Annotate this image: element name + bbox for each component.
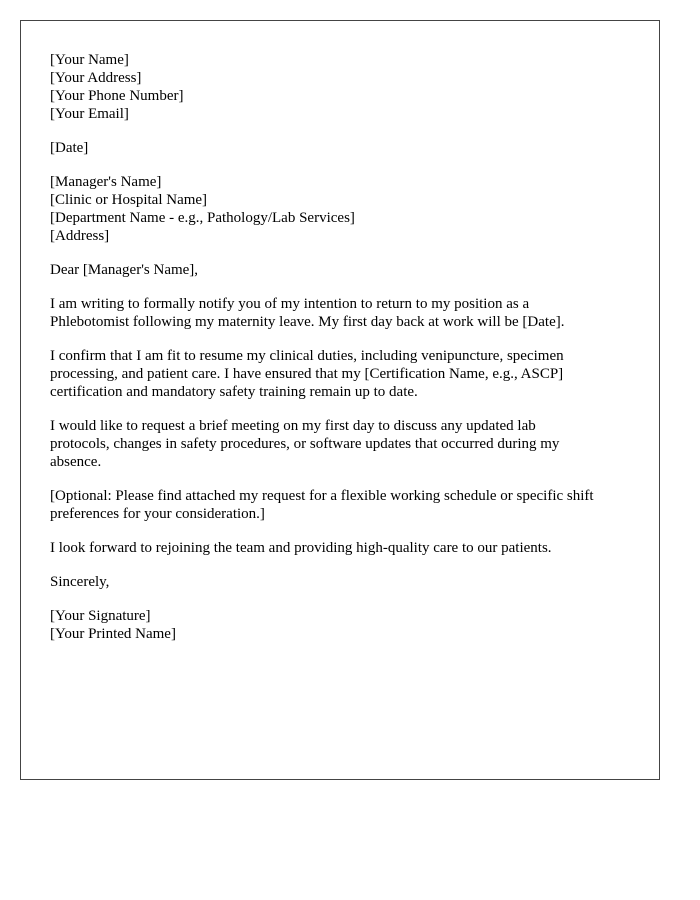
paragraph-line: certification and mandatory safety training remain up to date. bbox=[50, 384, 418, 400]
paragraph-line: I look forward to rejoining the team and providing high-quality care to our patients. bbox=[50, 540, 552, 556]
letter-body bbox=[50, 51, 645, 659]
paragraph-return-notice bbox=[50, 295, 645, 331]
paragraph-line: I would like to request a brief meeting on my first day to discuss any updated lab bbox=[50, 418, 536, 434]
signature-line: [Your Signature] bbox=[50, 608, 151, 624]
sender-email: [Your Email] bbox=[50, 106, 129, 122]
recipient-block bbox=[50, 173, 645, 245]
salutation: Dear [Manager's Name], bbox=[50, 262, 199, 278]
paragraph-meeting-request bbox=[50, 417, 645, 471]
paragraph-optional-schedule bbox=[50, 487, 645, 523]
sender-block bbox=[50, 51, 645, 123]
paragraph-fitness-confirmation bbox=[50, 347, 645, 401]
salutation-block bbox=[50, 261, 645, 279]
printed-name: [Your Printed Name] bbox=[50, 626, 176, 642]
paragraph-line: protocols, changes in safety procedures, or software updates that occurred during my bbox=[50, 436, 560, 452]
sender-name: [Your Name] bbox=[50, 52, 129, 68]
recipient-address: [Address] bbox=[50, 228, 110, 244]
letter-date: [Date] bbox=[50, 140, 89, 156]
sender-address: [Your Address] bbox=[50, 70, 142, 86]
closing-block bbox=[50, 573, 645, 591]
recipient-name: [Manager's Name] bbox=[50, 174, 162, 190]
paragraph-line: processing, and patient care. I have ensured that my [Certification Name, e.g., ASCP] bbox=[50, 366, 564, 382]
date-block bbox=[50, 139, 645, 157]
signature-block bbox=[50, 607, 645, 643]
closing: Sincerely, bbox=[50, 574, 110, 590]
paragraph-line: Phlebotomist following my maternity leave. My first day back at work will be [Date]. bbox=[50, 314, 565, 330]
paragraph-line: I confirm that I am fit to resume my clinical duties, including venipuncture, specimen bbox=[50, 348, 564, 364]
recipient-organization: [Clinic or Hospital Name] bbox=[50, 192, 208, 208]
paragraph-line: preferences for your consideration.] bbox=[50, 506, 265, 522]
recipient-department: [Department Name - e.g., Pathology/Lab Services] bbox=[50, 210, 355, 226]
paragraph-line: absence. bbox=[50, 454, 102, 470]
sender-phone: [Your Phone Number] bbox=[50, 88, 184, 104]
paragraph-line: [Optional: Please find attached my request for a flexible working schedule or specific shift bbox=[50, 488, 594, 504]
letter-page bbox=[20, 20, 660, 780]
paragraph-closing-remark bbox=[50, 539, 645, 557]
paragraph-line: I am writing to formally notify you of my intention to return to my position as a bbox=[50, 296, 530, 312]
